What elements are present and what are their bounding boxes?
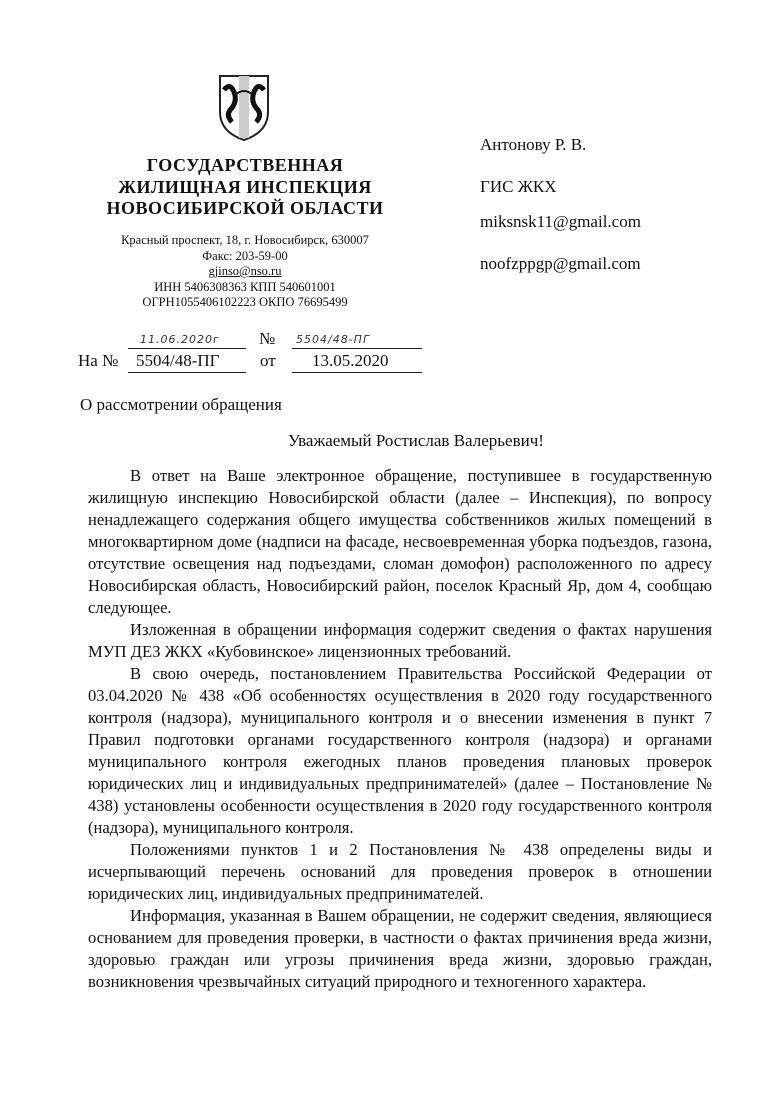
fax: Факс: 203-59-00 (202, 248, 288, 263)
reply-date-underline (292, 372, 422, 373)
outgoing-date: 11.06.2020г (140, 333, 220, 346)
organization-name (80, 155, 410, 220)
letter-body (88, 465, 712, 993)
recipient-name: Антонову Р. В. (480, 135, 587, 154)
salutation: Уважаемый Ростислав Валерьевич! (288, 431, 544, 450)
paragraph: Изложенная в обращении информация содержит сведения о фактах нарушения МУП ДЕЗ ЖКХ «Кубовинское» лицензионных требований. (88, 620, 712, 661)
ogrn-okpo: ОГРН1055406102223 ОКПО 76695499 (142, 295, 348, 309)
reply-number: 5504/48-ПГ (136, 351, 220, 370)
paragraph: Положениями пунктов 1 и 2 Постановления № 438 определены виды и исчерпывающий перечень оснований для проведения проверок в отношении юридических лиц, индивидуальных предпринимателей. (88, 840, 712, 903)
reply-number-underline (128, 372, 246, 373)
outgoing-number: 5504/48-ПГ (296, 333, 371, 346)
subject: О рассмотрении обращения (80, 395, 282, 414)
reply-label: На № (78, 351, 119, 370)
address: Красный проспект, 18, г. Новосибирск, 630007 (121, 233, 369, 247)
reply-date: 13.05.2020 (312, 351, 389, 370)
paragraph: Информация, указанная в Вашем обращении, не содержит сведения, являющиеся основанием для проведения проверки, в частности о фактах причинения вреда жизни, здоровью граждан или угрозы причинения вреда жизни, здоровью граждан, возникновения чрезвычайных ситуаций природного и техногенного характера. (88, 906, 712, 991)
org-line: НОВОСИБИРСКОЙ ОБЛАСТИ (106, 198, 384, 218)
inn-kpp: ИНН 5406308363 КПП 540601001 (154, 279, 336, 294)
recipient-system: ГИС ЖКХ (480, 177, 557, 196)
from-label: от (260, 351, 276, 370)
paragraph: В ответ на Ваше электронное обращение, поступившее в государственную жилищную инспекцию Новосибирской области (далее – Инспекция), по вопросу ненадлежащего содержания общего имущества собственников жилых помещений в многоквартирном доме (надписи на фасаде, несвоевременная уборка подъездов, газона, отсутствие освещения над подъездами, сломан домофон) расположенного по адресу Новосибирская область, Новосибирский район, поселок Красный Яр, дом 4, сообщаю следующее. (88, 466, 712, 617)
paragraph: В свою очередь, постановлением Правительства Российской Федерации от 03.04.2020 № 438 «Об особенностях осуществления в 2020 году государственного контроля (надзора), муниципального контроля и о внесении изменения в пункт 7 Правил подготовки органами государственного контроля (надзора) и органами муниципального контроля ежегодных планов проведения плановых проверок юридических лиц и индивидуальных предпринимателей» (далее – Постановление № 438) установлены особенности осуществления в 2020 году государственного контроля (надзора), муниципального контроля. (88, 664, 712, 837)
coat-of-arms-emblem (216, 72, 272, 142)
date-underline (128, 348, 246, 349)
org-line: ЖИЛИЩНАЯ ИНСПЕКЦИЯ (118, 176, 372, 197)
number-label: № (259, 329, 276, 348)
org-contacts (80, 233, 410, 311)
org-email-link[interactable]: gjinso@nso.ru (208, 264, 282, 278)
recipient-email-2: noofzppgp@gmail.com (480, 254, 641, 273)
recipient-email-1: miksnsk11@gmail.com (480, 212, 641, 231)
org-line: ГОСУДАРСТВЕННАЯ (146, 155, 344, 175)
number-underline (292, 348, 422, 349)
